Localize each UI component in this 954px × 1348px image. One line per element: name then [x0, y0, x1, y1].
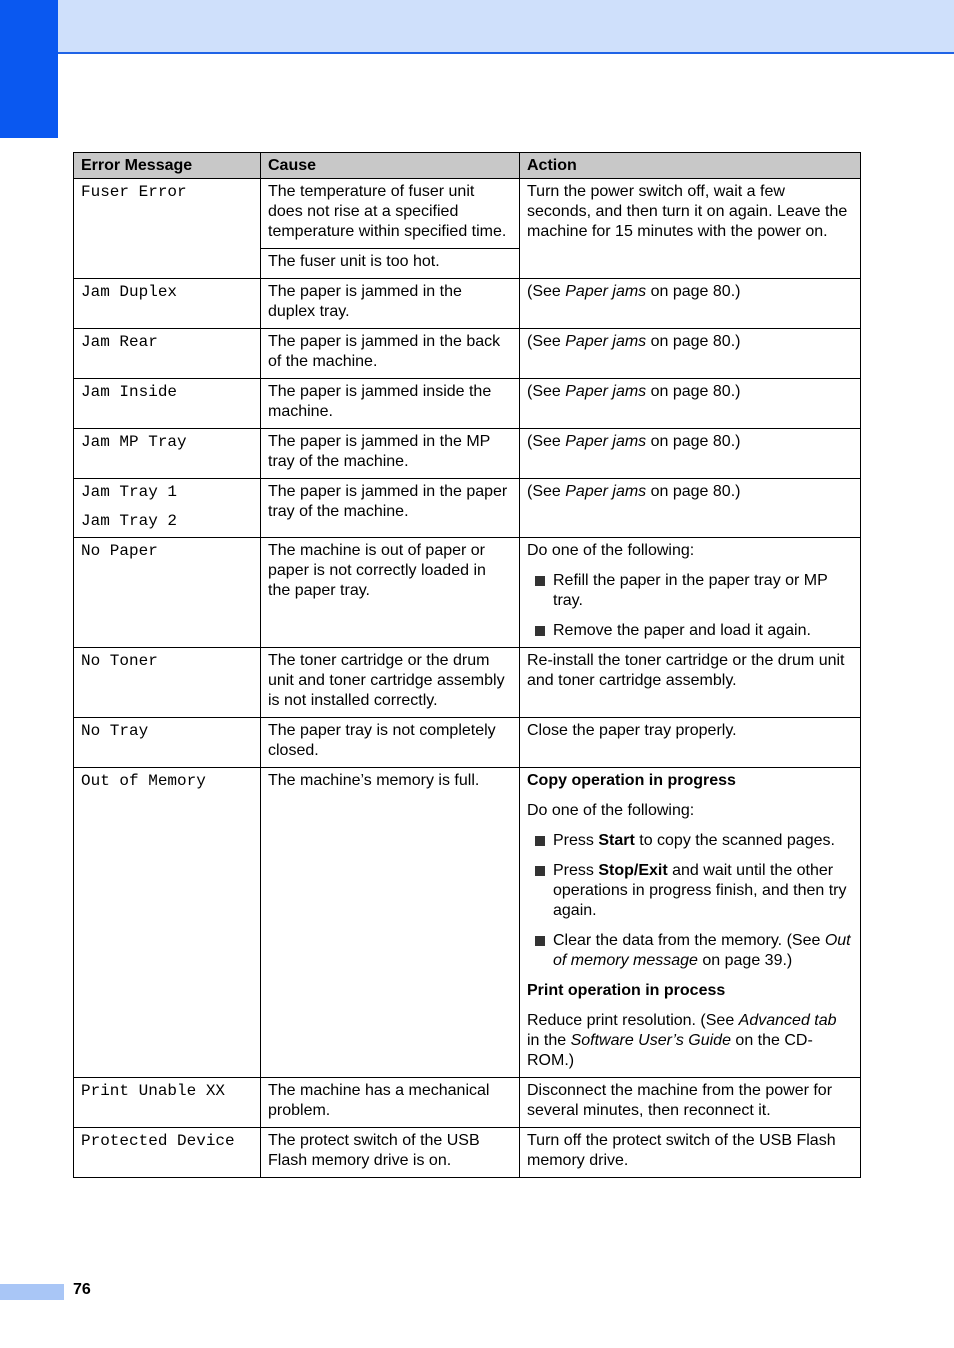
list-item [527, 571, 853, 611]
error-code: Jam Inside [74, 379, 261, 429]
action-intro: Do one of the following: [527, 802, 695, 819]
action-prefix: (See [527, 483, 566, 500]
cause-text: The machine is out of paper or paper is not correctly loaded in the paper tray. [261, 538, 520, 648]
cross-reference: Paper jams [565, 483, 647, 500]
bullet-square-icon [535, 626, 545, 636]
print-action [527, 1011, 853, 1071]
print-heading: Print operation in process [527, 982, 726, 999]
cause-text: The paper is jammed in the MP tray of the machine. [261, 429, 520, 479]
cross-reference: Paper jams [565, 433, 647, 450]
header-cause: Cause [261, 153, 520, 179]
header-error-message: Error Message [74, 153, 261, 179]
chapter-tab [0, 0, 58, 138]
list-item [527, 621, 853, 641]
bullet-square-icon [535, 866, 545, 876]
cross-reference: Paper jams [565, 333, 647, 350]
list-item-text: Remove the paper and load it again. [553, 622, 811, 639]
action-suffix: on page 80.) [646, 333, 741, 350]
error-code: No Paper [74, 538, 261, 648]
list-item [527, 861, 853, 921]
error-code: Jam Tray 2 [81, 512, 178, 530]
error-code-group [74, 479, 261, 538]
action-middle: in the [527, 1032, 571, 1049]
table-row [74, 379, 861, 429]
table-row [74, 718, 861, 768]
action-suffix: on page 80.) [646, 283, 741, 300]
action-suffix: on the CD-ROM.) [527, 1032, 813, 1069]
action-suffix: on page 80.) [646, 383, 741, 400]
action-suffix: on page 80.) [646, 483, 741, 500]
action-text: Disconnect the machine from the power for several minutes, then reconnect it. [520, 1078, 861, 1128]
action-intro: Do one of the following: [527, 542, 695, 559]
cause-text: The paper is jammed inside the machine. [261, 379, 520, 429]
list-item-text: Press [553, 832, 599, 849]
button-name: Start [598, 832, 635, 849]
table-row [74, 1128, 861, 1178]
cause-text: The machine has a mechanical problem. [261, 1078, 520, 1128]
action-prefix: (See [527, 383, 566, 400]
error-code: No Tray [74, 718, 261, 768]
list-item-text: Refill the paper in the paper tray or MP tray. [553, 572, 828, 609]
cross-reference: Software User’s Guide [570, 1032, 731, 1049]
action-text: Re-install the toner cartridge or the drum unit and toner cartridge assembly. [520, 648, 861, 718]
error-code: Jam Rear [74, 329, 261, 379]
table-row [74, 429, 861, 479]
cause-text: The protect switch of the USB Flash memory drive is on. [261, 1128, 520, 1178]
table-row [74, 329, 861, 379]
action-prefix: (See [527, 333, 566, 350]
action-prefix: (See [527, 283, 566, 300]
table-row [74, 1078, 861, 1128]
bullet-square-icon [535, 836, 545, 846]
cross-reference: Paper jams [565, 383, 647, 400]
page-number: 76 [73, 1281, 91, 1298]
action-text: Turn off the protect switch of the USB Flash memory drive. [520, 1128, 861, 1178]
action-text [520, 429, 861, 479]
cause-text: The temperature of fuser unit does not rise at a specified temperature within specified time. [261, 179, 520, 249]
cause-text: The toner cartridge or the drum unit and toner cartridge assembly is not installed correctly. [261, 648, 520, 718]
error-code: Jam MP Tray [74, 429, 261, 479]
error-code: Print Unable XX [74, 1078, 261, 1128]
header-action: Action [520, 153, 861, 179]
list-item-text: and wait until the other operations in progress finish, and then try again. [553, 862, 847, 919]
action-text [520, 479, 861, 538]
bullet-list [527, 831, 853, 971]
table-row [74, 648, 861, 718]
bullet-square-icon [535, 576, 545, 586]
action-text [520, 538, 861, 648]
list-item-text: on page 39.) [697, 952, 793, 969]
bullet-square-icon [535, 936, 545, 946]
cause-text: The paper is jammed in the paper tray of the machine. [261, 479, 520, 538]
table-row [74, 479, 861, 538]
list-item-text: Clear the data from the memory. (See [553, 932, 825, 949]
table-row [74, 179, 861, 249]
table-row [74, 538, 861, 648]
error-code: Jam Duplex [74, 279, 261, 329]
cause-text: The fuser unit is too hot. [261, 249, 520, 279]
cross-reference: Paper jams [565, 283, 647, 300]
header-band [0, 0, 954, 54]
action-text: Turn the power switch off, wait a few seconds, and then turn it on again. Leave the machine for 15 minutes with the power on. [520, 179, 861, 279]
copy-heading: Copy operation in progress [527, 772, 736, 789]
error-code: Fuser Error [74, 179, 261, 279]
action-prefix: (See [527, 433, 566, 450]
cause-text: The paper is jammed in the back of the machine. [261, 329, 520, 379]
cross-reference: Out of memory message [553, 932, 851, 969]
action-text [520, 329, 861, 379]
list-item [527, 931, 853, 971]
table-header-row [74, 153, 861, 179]
button-name: Stop/Exit [598, 862, 668, 879]
error-message-table [73, 152, 861, 1178]
action-text: Close the paper tray properly. [520, 718, 861, 768]
footer-band [0, 1284, 64, 1300]
action-suffix: on page 80.) [646, 433, 741, 450]
action-prefix: Reduce print resolution. (See [527, 1012, 739, 1029]
cause-text: The machine’s memory is full. [261, 768, 520, 1078]
table-row [74, 279, 861, 329]
list-item-text: Press [553, 862, 599, 879]
cause-text: The paper tray is not completely closed. [261, 718, 520, 768]
action-text [520, 768, 861, 1078]
cross-reference: Advanced tab [738, 1012, 837, 1029]
cause-text: The paper is jammed in the duplex tray. [261, 279, 520, 329]
action-text [520, 279, 861, 329]
action-text [520, 379, 861, 429]
list-item [527, 831, 853, 851]
error-code: Out of Memory [74, 768, 261, 1078]
table-row [74, 768, 861, 1078]
error-code: No Toner [74, 648, 261, 718]
error-code: Protected Device [74, 1128, 261, 1178]
error-code: Jam Tray 1 [81, 483, 178, 501]
bullet-list [527, 571, 853, 641]
list-item-text: to copy the scanned pages. [634, 832, 835, 849]
